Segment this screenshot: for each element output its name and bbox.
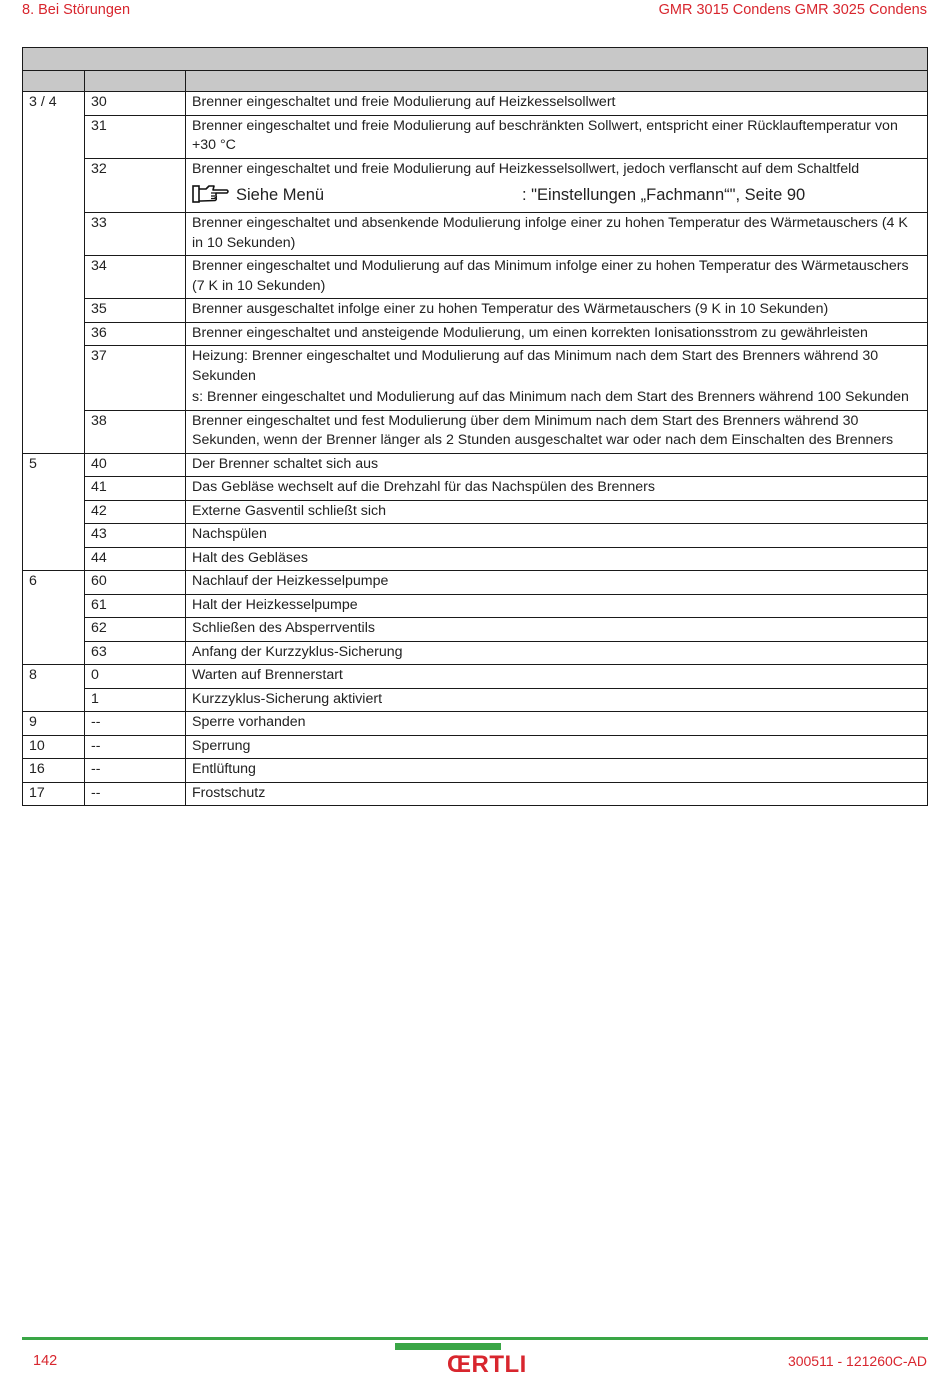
cross-reference — [192, 184, 922, 210]
description-cell — [186, 735, 928, 759]
table-row — [23, 594, 928, 618]
table-subheader-cell — [85, 71, 186, 92]
description-cell — [186, 688, 928, 712]
description-text: Nachlauf der Heizkesselpumpe — [192, 573, 389, 589]
description-cell — [186, 410, 928, 453]
pointing-hand-icon — [192, 184, 230, 210]
table-row — [23, 665, 928, 689]
description-text: Sperrung — [192, 737, 251, 754]
table-row — [23, 410, 928, 453]
description-cell — [186, 524, 928, 548]
substatus-code-cell: -- — [85, 735, 186, 759]
status-code-cell: 10 — [23, 735, 85, 759]
description-cell — [186, 213, 928, 256]
substatus-code-cell: 60 — [85, 571, 186, 595]
table-row — [23, 759, 928, 783]
description-cell — [186, 92, 928, 116]
table-row — [23, 571, 928, 595]
table-row — [23, 524, 928, 548]
table-row — [23, 618, 928, 642]
table-row — [23, 299, 928, 323]
description-text: Brenner ausgeschaltet infolge einer zu hohen Temperatur des Wärmetauschers (9 K in 10 Sekunden) — [192, 301, 829, 317]
description-cell — [186, 477, 928, 501]
substatus-code-cell: 41 — [85, 477, 186, 501]
description-text: Nachspülen — [192, 526, 267, 542]
table-row — [23, 158, 928, 213]
status-table — [22, 47, 928, 806]
table-row — [23, 712, 928, 736]
reference-target: : "Einstellungen „Fachmann“", Seite 90 — [522, 186, 806, 204]
description-cell — [186, 115, 928, 158]
description-text: Warten auf Brennerstart — [192, 667, 343, 683]
substatus-code-cell: 43 — [85, 524, 186, 548]
description-text: Schließen des Absperrventils — [192, 620, 375, 636]
description-cell — [186, 299, 928, 323]
description-text: Halt des Gebläses — [192, 549, 308, 566]
table-header-row — [23, 48, 928, 71]
oertli-logo: ŒRTLI — [447, 1351, 527, 1378]
description-text-2: s: Brenner eingeschaltet und Modulierung auf das Minimum nach dem Start des Brenners während 100 Sekunden — [192, 389, 909, 405]
substatus-code-cell: 35 — [85, 299, 186, 323]
table-subheader-row — [23, 71, 928, 92]
substatus-code-cell: 42 — [85, 500, 186, 524]
description-text: Entlüftung — [192, 761, 256, 777]
substatus-code-cell: 31 — [85, 115, 186, 158]
description-text: Brenner eingeschaltet und absenkende Modulierung infolge einer zu hohen Temperatur des Wärmetauschers (4 K in 10 Sekunden) — [192, 215, 908, 251]
table-row — [23, 477, 928, 501]
description-cell — [186, 322, 928, 346]
description-cell — [186, 453, 928, 477]
substatus-code-cell: 44 — [85, 547, 186, 571]
table-row — [23, 688, 928, 712]
substatus-code-cell: 37 — [85, 346, 186, 411]
description-cell — [186, 256, 928, 299]
status-code-cell: 8 — [23, 665, 85, 712]
table-row — [23, 115, 928, 158]
substatus-code-cell: 34 — [85, 256, 186, 299]
substatus-code-cell: 61 — [85, 594, 186, 618]
footer-rule — [22, 1337, 928, 1340]
table-row — [23, 500, 928, 524]
description-text: Das Gebläse wechselt auf die Drehzahl für das Nachspülen des Brenners — [192, 479, 655, 495]
substatus-code-cell: 32 — [85, 158, 186, 213]
table-row — [23, 213, 928, 256]
description-cell — [186, 594, 928, 618]
table-row — [23, 735, 928, 759]
status-code-cell: 3 / 4 — [23, 92, 85, 454]
description-text: Brenner eingeschaltet und fest Modulierung über dem Minimum nach dem Start des Brenners während 30 Sekunden, wenn der Brenner länger als 2 Stunden ausgeschaltet war oder nach dem Einschalten des Brenners — [192, 412, 894, 448]
description-text: Frostschutz — [192, 784, 266, 801]
table-row — [23, 641, 928, 665]
description-cell — [186, 641, 928, 665]
table-row — [23, 453, 928, 477]
description-text: Brenner eingeschaltet und Modulierung auf das Minimum infolge einer zu hohen Temperatur des Wärmetauschers (7 K in 10 Sekunden) — [192, 258, 909, 294]
description-text: Der Brenner schaltet sich aus — [192, 455, 379, 472]
substatus-code-cell: 40 — [85, 453, 186, 477]
table-row — [23, 256, 928, 299]
reference-label: Siehe Menü — [236, 186, 325, 204]
status-code-cell: 5 — [23, 453, 85, 571]
substatus-code-cell: 36 — [85, 322, 186, 346]
document-reference: 300511 - 121260C-AD — [787, 1353, 927, 1369]
description-cell — [186, 618, 928, 642]
description-cell — [186, 759, 928, 783]
substatus-code-cell: 63 — [85, 641, 186, 665]
description-text: Halt der Heizkesselpumpe — [192, 596, 358, 613]
description-text: Brenner eingeschaltet und freie Modulierung auf beschränkten Sollwert, entspricht einer Rücklauftemperatur von +30 °C — [192, 117, 898, 153]
table-row — [23, 782, 928, 806]
substatus-code-cell: 62 — [85, 618, 186, 642]
description-text: Brenner eingeschaltet und freie Modulierung auf Heizkesselsollwert — [192, 94, 616, 110]
page-number: 142 — [33, 1353, 58, 1369]
substatus-code-cell: 33 — [85, 213, 186, 256]
status-code-cell: 9 — [23, 712, 85, 736]
table-row — [23, 346, 928, 411]
status-code-cell: 6 — [23, 571, 85, 665]
table-row — [23, 547, 928, 571]
substatus-code-cell: 0 — [85, 665, 186, 689]
description-text: Kurzzyklus-Sicherung aktiviert — [192, 690, 383, 707]
substatus-code-cell: 30 — [85, 92, 186, 116]
description-cell — [186, 571, 928, 595]
substatus-code-cell: -- — [85, 712, 186, 736]
substatus-code-cell: -- — [85, 782, 186, 806]
substatus-code-cell: -- — [85, 759, 186, 783]
status-code-cell: 17 — [23, 782, 85, 806]
section-title: 8. Bei Störungen — [22, 2, 131, 18]
description-cell — [186, 782, 928, 806]
description-cell — [186, 500, 928, 524]
table-header-cell — [23, 48, 928, 71]
description-cell — [186, 346, 928, 411]
description-text: Brenner eingeschaltet und freie Modulierung auf Heizkesselsollwert, jedoch verflanscht auf dem Schaltfeld — [192, 160, 860, 177]
substatus-code-cell: 38 — [85, 410, 186, 453]
substatus-code-cell: 1 — [85, 688, 186, 712]
description-cell — [186, 665, 928, 689]
description-cell — [186, 158, 928, 213]
table-subheader-cell — [23, 71, 85, 92]
description-text: Brenner eingeschaltet und ansteigende Modulierung, um einen korrekten Ionisationsstrom zu gewährleisten — [192, 324, 868, 341]
description-text: Anfang der Kurzzyklus-Sicherung — [192, 643, 403, 660]
description-text: Heizung: Brenner eingeschaltet und Modulierung auf das Minimum nach dem Start des Brenners während 30 Sekunden — [192, 348, 879, 384]
description-text: Sperre vorhanden — [192, 714, 306, 730]
table-subheader-cell — [186, 71, 928, 92]
footer-rule-tab — [395, 1343, 501, 1350]
description-cell — [186, 547, 928, 571]
description-cell — [186, 712, 928, 736]
table-row — [23, 92, 928, 116]
status-code-cell: 16 — [23, 759, 85, 783]
product-title: GMR 3015 Condens GMR 3025 Condens — [658, 2, 927, 18]
description-text: Externe Gasventil schließt sich — [192, 502, 386, 519]
table-row — [23, 322, 928, 346]
